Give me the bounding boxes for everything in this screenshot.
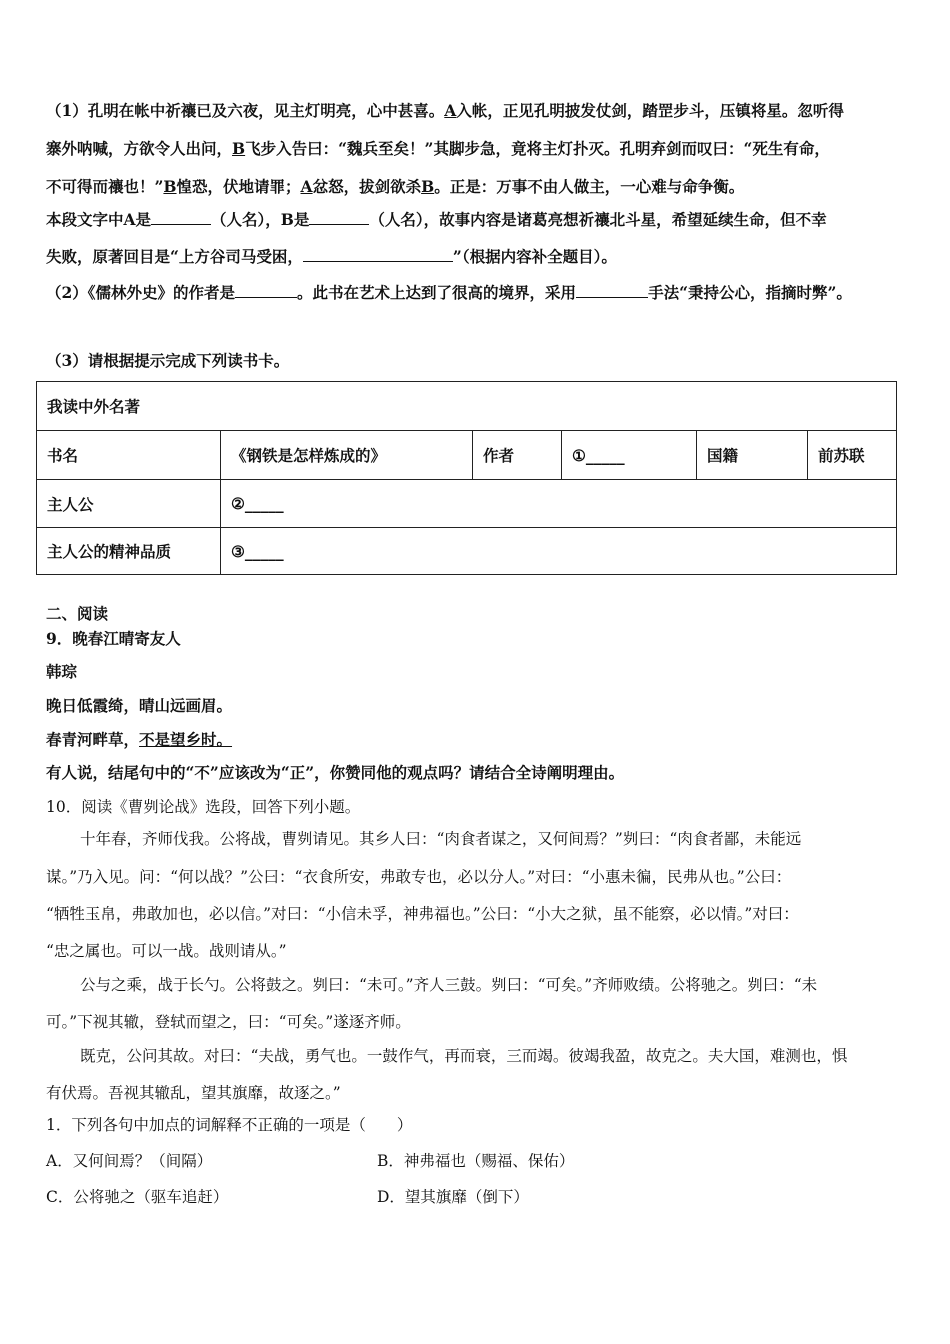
passage-line: 既克，公问其故。对曰：“夫战，勇气也。一鼓作气，再而衰，三而竭。彼竭我盈，故克之。夫大国，难测也，惧 <box>80 1047 848 1065</box>
answer-blank-author[interactable] <box>235 283 297 298</box>
passage-line: 有伏焉。吾视其辙乱，望其旗靡，故逐之。” <box>46 1084 341 1102</box>
option-a[interactable]: A．又何间焉？（间隔） <box>46 1152 213 1170</box>
mark-a: A <box>300 177 313 196</box>
author-answer-blank[interactable]: ①_____ <box>562 431 697 480</box>
poem-question: 有人说，结尾句中的“不”应该改为“正”，你赞同他的观点吗？请结合全诗阐明理由。 <box>46 763 625 782</box>
protagonist-answer-blank[interactable]: ②_____ <box>221 480 897 528</box>
mark-b: B <box>421 177 435 196</box>
poem-line-2: 春青河畔草，不是望乡时。 <box>46 730 233 749</box>
q1-line-2: 寨外呐喊，方欲令人出问，B飞步入告曰：“魏兵至矣！”其脚步急，竟将主灯扑灭。孔明弃剑而叹曰：“死生有命， <box>46 139 830 158</box>
q2-line: （2）《儒林外史》的作者是 。此书在艺术上达到了很高的境界，采用 手法“秉持公心，指摘时弊”。 <box>46 283 852 302</box>
passage-line: 可。”下视其辙，登轼而望之，曰：“可矣。”遂逐齐师。 <box>46 1013 411 1031</box>
book-title: 《钢铁是怎样炼成的》 <box>221 431 473 480</box>
mark-a: A <box>444 101 457 120</box>
passage-line: 十年春，齐师伐我。公将战，曹刿请见。其乡人曰：“肉食者谋之，又何间焉？”刿曰：“肉食者鄙，未能远 <box>80 830 802 848</box>
card-title: 我读中外名著 <box>37 382 897 431</box>
mark-b: B <box>163 177 177 196</box>
option-c[interactable]: C．公将驰之（驱车追赶） <box>46 1188 229 1206</box>
label-author: 作者 <box>473 431 562 480</box>
passage-line: 公与之乘，战于长勺。公将鼓之。刿曰：“未可。”齐人三鼓。刿曰：“可矣。”齐师败绩。公将驰之。刿曰：“未 <box>80 976 818 994</box>
label-book-title: 书名 <box>37 431 221 480</box>
q10-intro: 10．阅读《曹刿论战》选段，回答下列小题。 <box>46 798 361 816</box>
poem-title: 9．晚春江晴寄友人 <box>46 629 181 648</box>
answer-blank-b[interactable] <box>309 210 369 225</box>
q1-line-1: （1）孔明在帐中祈禳已及六夜，见主灯明亮，心中甚喜。A入帐，正见孔明披发仗剑，踏罡步斗，压镇将星。忽听得 <box>46 101 844 120</box>
label-protagonist: 主人公 <box>37 480 221 528</box>
passage-line: “牺牲玉帛，弗敢加也，必以信。”对曰：“小信未孚，神弗福也。”公曰：“小大之狱，虽不能察，必以情。”对曰： <box>46 905 799 923</box>
answer-blank-title[interactable] <box>303 247 453 262</box>
option-d[interactable]: D．望其旗靡（倒下） <box>377 1188 529 1206</box>
option-b[interactable]: B．神弗福也（赐福、保佑） <box>377 1152 575 1170</box>
poem-author: 韩琮 <box>46 662 78 681</box>
q3-intro: （3）请根据提示完成下列读书卡。 <box>46 351 290 370</box>
passage-line: “忠之属也。可以一战。战则请从。” <box>46 942 287 960</box>
label-nationality: 国籍 <box>697 431 808 480</box>
label-spirit: 主人公的精神品质 <box>37 528 221 575</box>
spirit-answer-blank[interactable]: ③_____ <box>221 528 897 575</box>
poem-line-1: 晚日低霞绮，晴山远画眉。 <box>46 696 233 715</box>
answer-blank-a[interactable] <box>151 210 211 225</box>
mark-b: B <box>232 139 246 158</box>
q1-line-3: 不可得而禳也！”B惶恐，伏地请罪；A忿怒，拔剑欲杀B。正是：万事不由人做主，一心难与命争衡。 <box>46 177 745 196</box>
section-heading-reading: 二、阅读 <box>46 604 109 623</box>
q1-line-4: 本段文字中A是 （人名），B是 （人名），故事内容是诸葛亮想祈禳北斗星，希望延续生命，但不幸 <box>46 210 827 229</box>
passage-line: 谋。”乃入见。问：“何以战？”公曰：“衣食所安，弗敢专也，必以分人。”对曰：“小惠未徧，民弗从也。”公曰： <box>46 868 792 886</box>
q1-line-5: 失败，原著回目是“上方谷司马受困， ”（根据内容补全题目）。 <box>46 247 617 266</box>
reading-card <box>36 381 897 575</box>
sub-question-1: 1．下列各句中加点的词解释不正确的一项是（ ） <box>46 1116 413 1134</box>
nationality: 前苏联 <box>808 431 897 480</box>
answer-blank-technique[interactable] <box>576 283 648 298</box>
